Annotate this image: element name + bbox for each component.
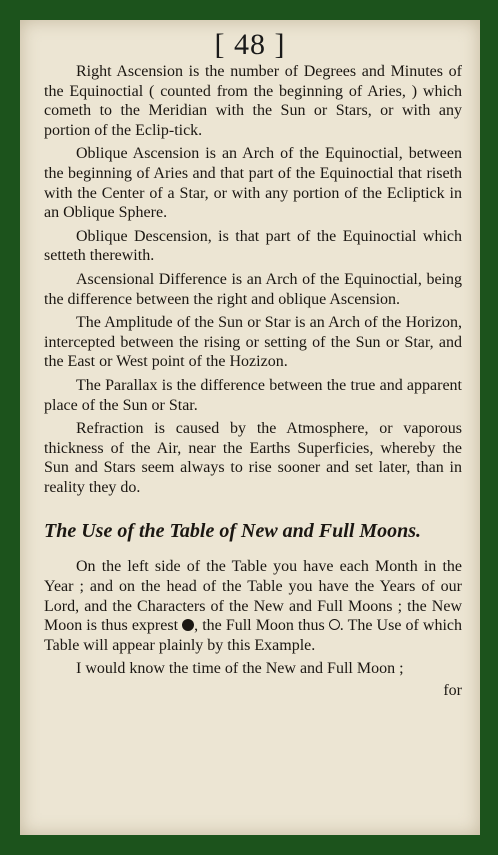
paragraph-amplitude: The Amplitude of the Sun or Star is an Arch of the Horizon, intercepted between the rising or setting of the Sun or Star, and the East or West point of the Hozizon. xyxy=(44,314,462,371)
page-text xyxy=(44,62,462,701)
paragraph-refraction: Refraction is caused by the Atmosphere, or vaporous thickness of the Air, near the Earths Superficies, whereby the Sun and Stars seem always to rise sooner and set later, than in reality they do. xyxy=(44,420,462,496)
page-number: [ 48 ] xyxy=(214,28,286,61)
new-moon-icon xyxy=(182,619,194,631)
paragraph-right-ascension: Right Ascension is the number of Degrees and Minutes of the Equinoctial ( counted from the beginning of Aries, ) which cometh to the Meridian with the Sun or Stars, or with any portion of the Eclip-tick. xyxy=(44,63,462,139)
table-use-text-2: , the Full Moon thus xyxy=(194,617,325,635)
full-moon-icon xyxy=(329,619,340,630)
section-heading: The Use of the Table of New and Full Moons. xyxy=(44,520,422,543)
book-page xyxy=(20,20,480,835)
paragraph-oblique-descension: Oblique Descension, is that part of the Equinoctial which setteth therewith. xyxy=(44,227,462,265)
paragraph-oblique-ascension: Oblique Ascension is an Arch of the Equinoctial, between the beginning of Aries and that part of the Equinoctial that riseth with the Center of a Star, or with any portion of the Ecliptick in an Oblique Sphere. xyxy=(44,145,462,222)
table-use-text-3: . The Use of which Table will appear plainly by this Example. xyxy=(44,617,463,654)
paragraph-table-use xyxy=(44,557,462,655)
catchword: for xyxy=(443,682,462,700)
table-use-text-1: On the left side of the Table you have each Month in the Year ; and on the head of the Table you have the Years of our Lord, and the Characters of the New and Full Moons ; the New Moon is thus exprest xyxy=(44,558,462,635)
paragraph-example: I would know the time of the New and Full Moon ; xyxy=(76,660,404,678)
paragraph-parallax: The Parallax is the difference between the true and apparent place of the Sun or Star. xyxy=(44,376,462,414)
paragraph-ascensional-difference: Ascensional Difference is an Arch of the Equinoctial, being the difference between the right and oblique Ascension. xyxy=(44,270,462,308)
